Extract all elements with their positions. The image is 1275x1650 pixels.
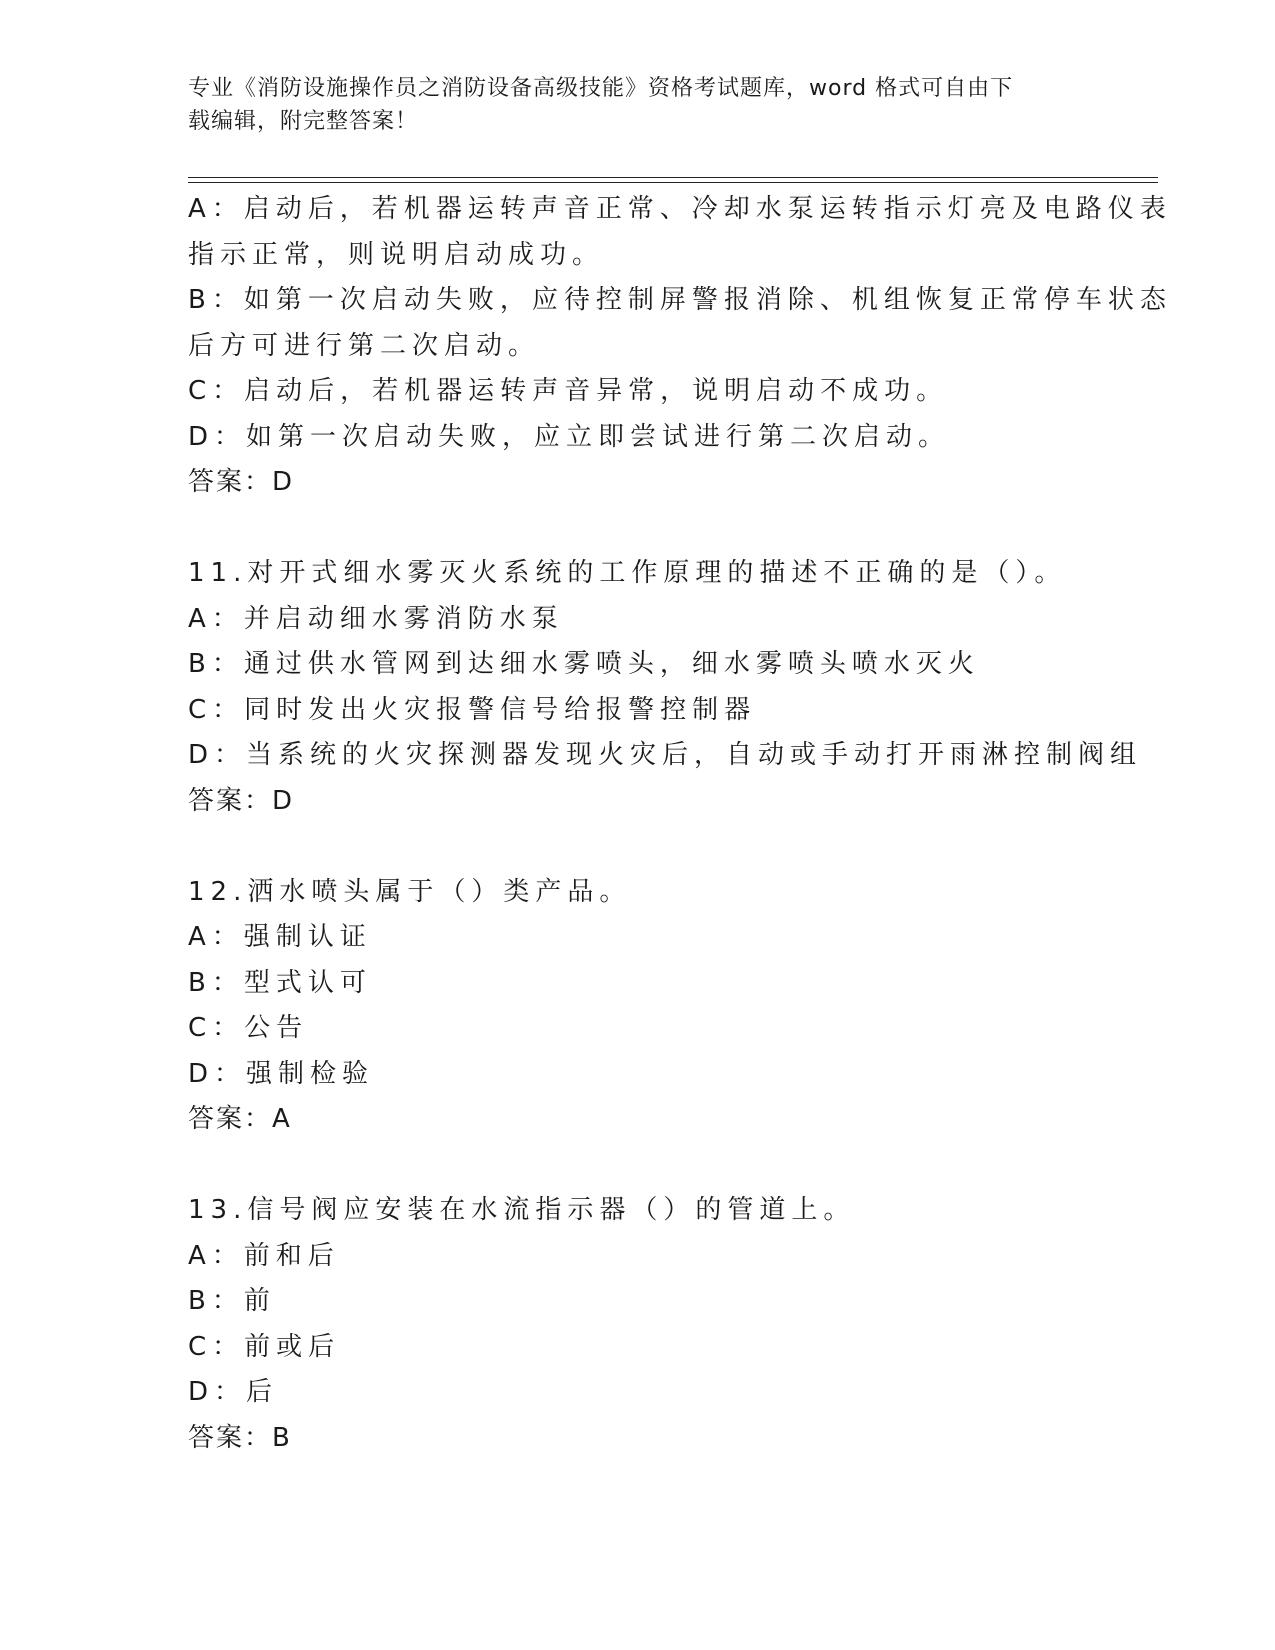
header-divider-top <box>188 177 1158 178</box>
header-line-2: 载编辑，附完整答案！ <box>188 109 419 134</box>
option-c: C：启动后，若机器运转声音异常，说明启动不成功。 <box>188 376 949 406</box>
option-a-line-2: 指示正常，则说明启动成功。 <box>188 239 605 270</box>
answer: 答案：D <box>188 467 295 497</box>
header-divider-bottom <box>188 182 1158 183</box>
option-b: B：型式认可 <box>188 967 372 998</box>
option-d: D：当系统的火灾探测器发现火灾后，自动或手动打开雨淋控制阀组 <box>188 740 1143 770</box>
option-d: D：后 <box>188 1377 279 1407</box>
question-12 <box>188 870 1118 1143</box>
question-13 <box>188 1188 1118 1461</box>
option-b: B：通过供水管网到达细水雾喷头，细水雾喷头喷水灭火 <box>188 649 980 679</box>
question-stem: 11.对开式细水雾灭火系统的工作原理的描述不正确的是（）。 <box>188 558 1067 588</box>
question-stem: 12.洒水喷头属于（）类产品。 <box>188 876 632 907</box>
answer: 答案：B <box>188 1422 292 1453</box>
question-10-continued <box>188 187 1172 506</box>
option-a-line-1: A：启动后，若机器运转声音正常、冷却水泵运转指示灯亮及电路仪表 <box>188 194 1172 224</box>
option-c: C：公告 <box>188 1013 309 1043</box>
option-a: A：并启动细水雾消防水泵 <box>188 603 564 634</box>
spacer <box>188 506 1118 552</box>
spacer <box>188 1143 1118 1189</box>
option-a: A：强制认证 <box>188 922 372 952</box>
option-a: A：前和后 <box>188 1240 340 1271</box>
option-d: D：如第一次启动失败，应立即尝试进行第二次启动。 <box>188 421 951 452</box>
option-b: B：前 <box>188 1286 276 1316</box>
option-b-line-2: 后方可进行第二次启动。 <box>188 330 541 361</box>
option-b-line-1: B：如第一次启动失败，应待控制屏警报消除、机组恢复正常停车状态 <box>188 285 1172 315</box>
option-c: C：同时发出火灾报警信号给报警控制器 <box>188 694 757 725</box>
option-c: C：前或后 <box>188 1331 341 1362</box>
spacer <box>188 824 1118 870</box>
document-header <box>188 72 1078 138</box>
question-list <box>188 187 1172 1461</box>
question-11 <box>188 551 1143 824</box>
question-stem: 13.信号阀应安装在水流指示器（）的管道上。 <box>188 1195 856 1225</box>
header-line-1: 专业《消防设施操作员之消防设备高级技能》资格考试题库，word 格式可自由下 <box>188 76 1014 101</box>
option-d: D：强制检验 <box>188 1058 375 1089</box>
answer: 答案：D <box>188 785 295 816</box>
answer: 答案：A <box>188 1104 292 1134</box>
